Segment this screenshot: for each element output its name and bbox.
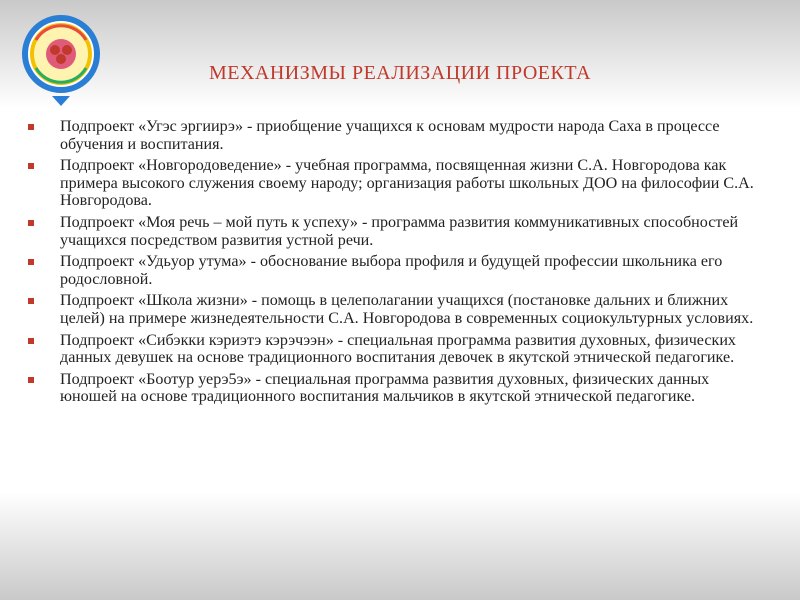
bullet-icon: [28, 259, 34, 265]
list-item-text: Подпроект «Угэс эргиирэ» - приобщение учащихся к основам мудрости народа Саха в процессе обучения и воспитания.: [60, 118, 720, 153]
list-item: [26, 157, 766, 210]
list-item: [26, 332, 766, 367]
list-item-text: Подпроект «Боотур уерэ5э» - специальная программа развития духовных, физических данных юношей на основе традиционного воспитания мальчиков в якутской этнической педагогике.: [60, 370, 710, 406]
bullet-icon: [28, 163, 34, 169]
list-item: [26, 371, 766, 406]
bullet-icon: [28, 377, 34, 383]
bullet-icon: [28, 220, 34, 226]
list-item-text: Подпроект «Сибэкки кэриэтэ кэрэчээн» - специальная программа развития духовных, физических данных девушек на основе традиционного воспитания девочек в якутской этнической педагогике.: [60, 331, 736, 367]
slide-title: МЕХАНИЗМЫ РЕАЛИЗАЦИИ ПРОЕКТА: [208, 62, 592, 84]
list-item: [26, 118, 766, 153]
list-item-text: Подпроект «Моя речь – мой путь к успеху» - программа развития коммуникативных способностей учащихся посредством развития устной речи.: [60, 213, 739, 249]
list-item: [26, 292, 766, 327]
bullet-icon: [28, 338, 34, 344]
school-logo: [22, 10, 100, 110]
list-item-text: Подпроект «Удьуор утума» - обоснование выбора профиля и будущей профессии школьника его родословной.: [60, 253, 723, 288]
subproject-list: [26, 118, 766, 410]
list-item-text: Подпроект «Школа жизни» - помощь в целеполагании учащихся (постановке дальних и ближних целей) на примере жизнедеятельности С.А. Новгородова в современных социокультурных условиях.: [60, 292, 754, 327]
list-item-text: Подпроект «Новгородоведение» - учебная программа, посвященная жизни С.А. Новгородова как примера высокого служения своему народу; организация работы школьных ДОО на философии С.А. Новгородова.: [60, 157, 754, 210]
bullet-icon: [28, 298, 34, 304]
list-item: [26, 214, 766, 249]
bullet-icon: [28, 124, 34, 130]
list-item: [26, 253, 766, 288]
